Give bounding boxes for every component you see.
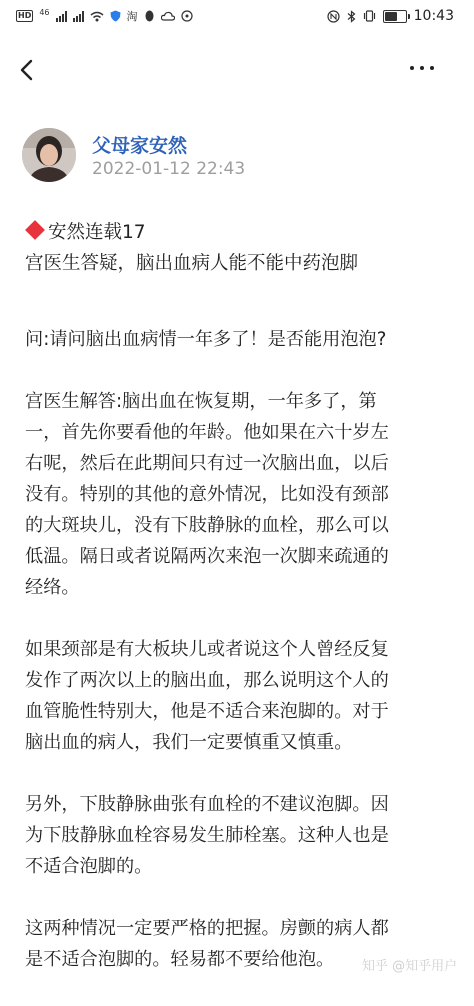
text-line: 一，首先你要看他的年龄。他如果在六十岁左 (25, 422, 389, 443)
wifi-icon (90, 11, 104, 22)
signal-icon-2 (73, 11, 84, 22)
text-line: 宫医生解答:脑出血在恢复期，一年多了，第 (25, 391, 377, 412)
text-line: 血管脆性特别大，他是不适合来泡脚的。对于 (25, 701, 389, 722)
hd-badge: HD (18, 11, 32, 20)
title-text-1: 安然连载17 (48, 222, 146, 243)
red-diamond-icon (25, 220, 45, 240)
back-button[interactable] (12, 50, 48, 86)
status-right (327, 8, 454, 24)
post-date: 2022-01-12 22:43 (92, 159, 246, 179)
paragraph-question (25, 324, 455, 355)
avatar-photo (22, 128, 76, 182)
paragraph-varicose (25, 789, 455, 882)
battery-icon (383, 10, 407, 23)
author-header (22, 128, 452, 184)
text-line: 问:请问脑出血病情一年多了！是否能用泡泡? (25, 329, 387, 350)
penguin-icon (144, 10, 155, 22)
avatar[interactable] (22, 128, 76, 182)
text-line: 的大斑块儿，没有下肢静脉的血栓，那么可以 (25, 515, 389, 536)
title-line-2: 宫医生答疑，脑出血病人能不能中药泡脚 (25, 253, 359, 274)
text-line: 另外，下肢静脉曲张有血栓的不建议泡脚。因 (25, 794, 389, 815)
text-line: 右呢，然后在此期间只有过一次脑出血，以后 (25, 453, 389, 474)
article-body (25, 324, 458, 1006)
status-bar (0, 0, 474, 32)
paragraph-answer (25, 386, 455, 603)
text-line: 为下肢静脉血栓容易发生肺栓塞。这种人也是 (25, 825, 389, 846)
text-line: 脑出血的病人，我们一定要慎重又慎重。 (25, 732, 353, 753)
more-dots-icon (410, 66, 434, 70)
nav-bar (0, 44, 474, 92)
status-left (16, 8, 193, 24)
text-line: 没有。特别的其他的意外情况，比如没有颈部 (25, 484, 389, 505)
watermark: 知乎 @知乎用户 (362, 959, 458, 974)
vibrate-icon (363, 10, 376, 22)
bluetooth-icon (347, 10, 356, 23)
taobao-icon: 淘 (126, 10, 138, 23)
text-line: 低温。隔日或者说隔两次来泡一次脚来疏通的 (25, 546, 389, 567)
text-line: 这两种情况一定要严格的把握。房颤的病人都 (25, 918, 389, 939)
network-type: 46 (39, 7, 50, 17)
status-time: 10:43 (413, 8, 454, 24)
nfc-icon (327, 10, 340, 23)
text-line: 不适合泡脚的。 (25, 856, 153, 877)
article-title (25, 217, 455, 279)
more-button[interactable] (410, 50, 446, 86)
compass-icon (181, 10, 193, 22)
text-line: 经络。 (25, 577, 80, 598)
back-arrow-icon (12, 50, 48, 86)
text-line: 如果颈部是有大板块儿或者说这个人曾经反复 (25, 639, 389, 660)
cloud-icon (161, 11, 175, 21)
text-line: 是不适合泡脚的。轻易都不要给他泡。 (25, 949, 335, 970)
signal-icon (56, 11, 67, 22)
shield-icon (110, 10, 121, 22)
title-line-1 (25, 217, 455, 248)
paragraph-neck-plaque (25, 634, 455, 758)
author-name[interactable]: 父母家安然 (92, 135, 188, 157)
text-line: 发作了两次以上的脑出血，那么说明这个人的 (25, 670, 389, 691)
